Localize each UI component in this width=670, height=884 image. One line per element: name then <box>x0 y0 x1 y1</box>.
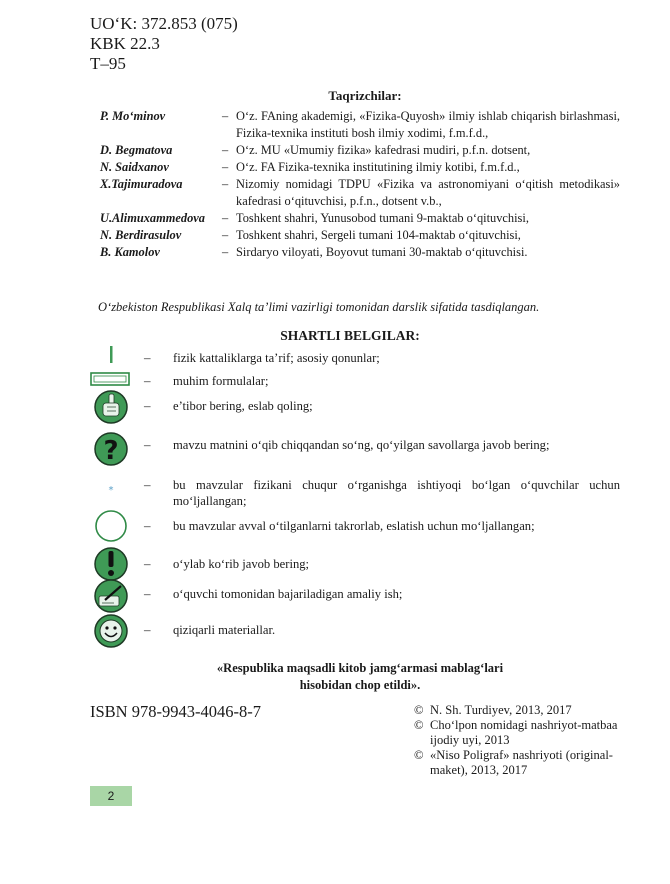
dash: – <box>144 586 151 601</box>
legend-title: SHARTLI BELGILAR: <box>280 328 420 343</box>
copyright-line <box>414 703 634 718</box>
reviewer-desc: O‘z. MU «Umumiy fizika» kafedrasi mudiri, p.f.n. dotsent, <box>236 143 531 157</box>
reviewer-name: B. Kamolov <box>100 245 160 259</box>
reviewer-row <box>100 244 620 261</box>
reviewer-name: N. Saidxanov <box>100 160 169 174</box>
reviewer-name: X.Tajimuradova <box>100 177 183 191</box>
reviewer-row <box>100 108 620 142</box>
reviewer-name: U.Alimuxammedova <box>100 211 205 225</box>
writing-hand-icon <box>88 576 134 616</box>
reviewers-list <box>100 108 620 261</box>
dash: – <box>222 228 229 242</box>
copyright-symbol: © <box>414 718 424 732</box>
dash: – <box>144 373 151 388</box>
dash: – <box>144 622 151 637</box>
classification-codes <box>90 14 238 74</box>
copyright-text: N. Sh. Turdiyev, 2013, 2017 <box>430 703 572 717</box>
dash: – <box>144 518 151 533</box>
copyright-block <box>414 703 634 778</box>
legend-text: fizik kattaliklarga ta’rif; asosiy qonunlar; <box>173 351 380 365</box>
reviewer-desc: Toshkent shahri, Yunusobod tumani 9-maktab o‘qituvchisi, <box>236 211 529 225</box>
empty-circle-icon <box>88 506 134 546</box>
approval-statement: O‘zbekiston Respublikasi Xalq ta’limi vazirligi tomonidan darslik sifatida tasdiqlangan. <box>98 300 540 314</box>
dash: – <box>144 437 151 452</box>
author-mark: T–95 <box>90 54 126 73</box>
reviewer-row <box>100 159 620 176</box>
dash: – <box>144 350 151 365</box>
bbk-code: KBK 22.3 <box>90 34 160 53</box>
reviewer-name: D. Begmatova <box>100 143 173 157</box>
reviewer-row <box>100 176 620 210</box>
reviewer-desc: Toshkent shahri, Sergeli tumani 104-maktab o‘qituvchisi, <box>236 228 521 242</box>
legend-text: bu mavzular fizikani chuqur o‘rganishga ishtiyoqi bo‘lgan o‘quvchilar uchun mo‘ljallangan; <box>173 478 620 508</box>
legend-text: muhim formulalar; <box>173 374 269 388</box>
dash: – <box>222 143 229 157</box>
svg-text:*: * <box>108 485 114 496</box>
reviewer-name: N. Berdirasulov <box>100 228 182 242</box>
reviewer-name: P. Mo‘minov <box>100 109 166 123</box>
udc-code: UO‘K: 372.853 (075) <box>90 14 238 33</box>
reviewer-desc: O‘z. FAning akademigi, «Fizika-Quyosh» ilmiy ishlab chiqarish birlashmasi, Fizika-texnika instituti bosh ilmiy xodimi, f.m.f.d., <box>236 109 620 140</box>
dash: – <box>222 109 229 123</box>
reviewer-desc: O‘z. FA Fizika-texnika institutining ilmiy kotibi, f.m.f.d., <box>236 160 520 174</box>
legend-text: e’tibor bering, eslab qoling; <box>173 399 313 413</box>
dash: – <box>222 160 229 174</box>
legend-text: mavzu matnini o‘qib chiqqandan so‘ng, qo‘yilgan savollarga javob bering; <box>173 438 550 452</box>
smiley-face-icon <box>88 611 134 651</box>
dash: – <box>144 398 151 413</box>
dash: – <box>144 556 151 571</box>
isbn: ISBN 978-9943-4046-8-7 <box>90 702 261 721</box>
copyright-line <box>414 718 634 748</box>
copyright-line <box>414 748 634 778</box>
legend-text: qiziqarli materiallar. <box>173 623 276 637</box>
reviewers-title: Taqrizchilar: <box>328 88 402 103</box>
dash: – <box>222 211 229 225</box>
copyright-text: «Niso Poligraf» nashriyoti (original-maket), 2013, 2017 <box>430 748 613 777</box>
dash: – <box>222 245 229 259</box>
copyright-text: Cho‘lpon nomidagi nashriyot-matbaa ijodiy uyi, 2013 <box>430 718 618 747</box>
pointing-hand-icon <box>88 387 134 427</box>
dash: – <box>222 177 229 191</box>
reviewer-row <box>100 142 620 159</box>
asterisk-icon <box>88 469 134 509</box>
copyright-symbol: © <box>414 748 424 762</box>
legend-text: o‘ylab ko‘rib javob bering; <box>173 557 310 571</box>
svg-text:?: ? <box>103 436 119 466</box>
page-number: 2 <box>90 786 132 806</box>
legend-text: o‘quvchi tomonidan bajariladigan amaliy ish; <box>173 587 403 601</box>
funding-line: «Respublika maqsadli kitob jamg‘armasi mablag‘lari <box>216 661 504 675</box>
funding-line: hisobidan chop etildi». <box>299 678 421 692</box>
reviewer-row <box>100 227 620 244</box>
legend-text: bu mavzular avval o‘tilganlarni takrorlab, eslatish uchun mo‘ljallangan; <box>173 519 535 533</box>
reviewer-desc: Nizomiy nomidagi TDPU «Fizika va astronomiyani o‘qitish metodikasi» kafedrasi o‘qituvchisi, p.f.n., dotsent v.b., <box>236 177 620 208</box>
copyright-symbol: © <box>414 703 424 717</box>
funding-note <box>0 660 670 694</box>
dash: – <box>144 477 151 492</box>
question-mark-icon <box>88 429 134 469</box>
reviewer-desc: Sirdaryo viloyati, Boyovut tumani 30-maktab o‘qituvchisi. <box>236 245 528 259</box>
reviewer-row <box>100 210 620 227</box>
